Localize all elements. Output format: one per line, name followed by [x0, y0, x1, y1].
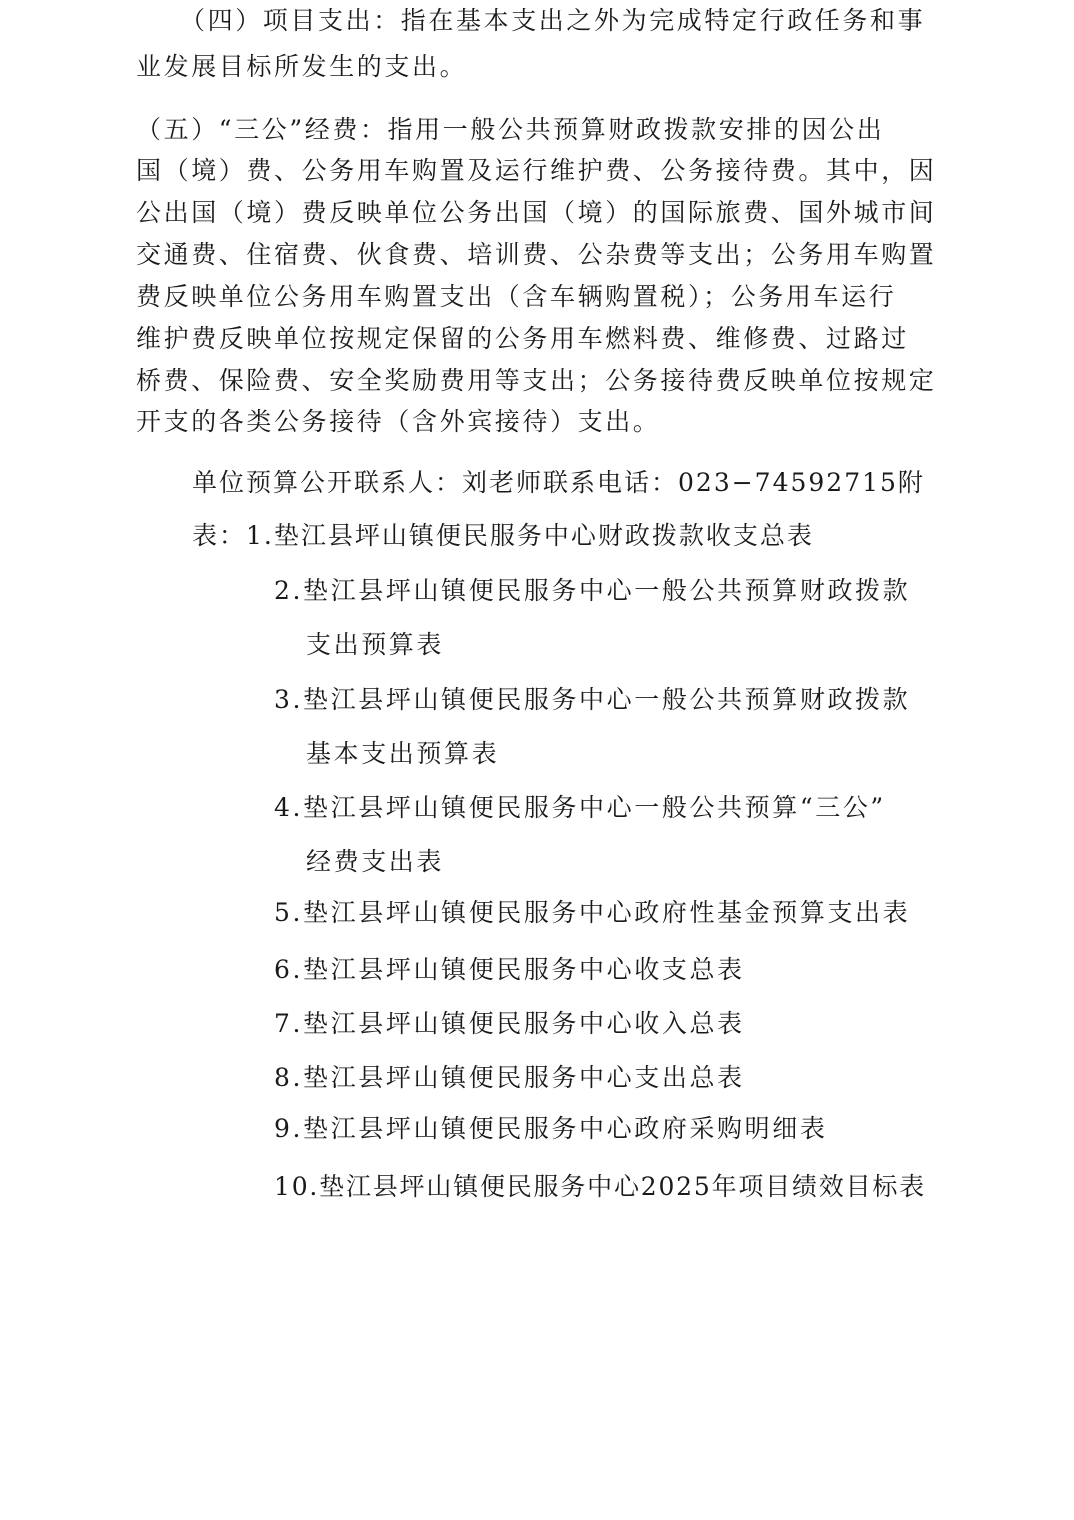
paragraph-line: 国（境）费、公务用车购置及运行维护费、公务接待费。其中，因: [136, 156, 937, 185]
paragraph-line: 公出国（境）费反映单位公务出国（境）的国际旅费、国外城市间: [136, 198, 937, 227]
paragraph-line: （五）“三公”经费：指用一般公共预算财政拨款安排的因公出: [136, 115, 885, 144]
attachment-item: 3.垫江县坪山镇便民服务中心一般公共预算财政拨款: [274, 685, 911, 714]
attachment-item: 10.垫江县坪山镇便民服务中心2025年项目绩效目标表: [274, 1172, 926, 1201]
attachment-intro: 表：1.垫江县坪山镇便民服务中心财政拨款收支总表: [192, 521, 814, 550]
paragraph-line: 维护费反映单位按规定保留的公务用车燃料费、维修费、过路过: [136, 324, 909, 353]
attachment-item: 2.垫江县坪山镇便民服务中心一般公共预算财政拨款: [274, 576, 911, 605]
attachment-item: 9.垫江县坪山镇便民服务中心政府采购明细表: [274, 1114, 828, 1143]
contact-line: 单位预算公开联系人：刘老师联系电话：023−74592715附: [192, 468, 925, 497]
paragraph-line: （四）项目支出：指在基本支出之外为完成特定行政任务和事: [180, 6, 926, 35]
attachment-item: 7.垫江县坪山镇便民服务中心收入总表: [274, 1009, 745, 1038]
attachment-item-continuation: 支出预算表: [306, 630, 445, 659]
attachment-item: 5.垫江县坪山镇便民服务中心政府性基金预算支出表: [274, 898, 911, 927]
attachment-item-continuation: 基本支出预算表: [306, 739, 500, 768]
paragraph-line: 费反映单位公务用车购置支出（含车辆购置税）；公务用车运行: [136, 282, 897, 311]
attachment-item: 4.垫江县坪山镇便民服务中心一般公共预算“三公”: [274, 793, 886, 822]
paragraph-line: 交通费、住宿费、伙食费、培训费、公杂费等支出；公务用车购置: [136, 240, 937, 269]
attachment-item-continuation: 经费支出表: [306, 847, 445, 876]
attachment-item: 8.垫江县坪山镇便民服务中心支出总表: [274, 1063, 745, 1092]
paragraph-line: 桥费、保险费、安全奖励费用等支出；公务接待费反映单位按规定: [136, 366, 937, 395]
paragraph-line: 开支的各类公务接待（含外宾接待）支出。: [136, 407, 661, 436]
paragraph-line: 业发展目标所发生的支出。: [136, 52, 468, 81]
attachment-item: 6.垫江县坪山镇便民服务中心收支总表: [274, 955, 745, 984]
